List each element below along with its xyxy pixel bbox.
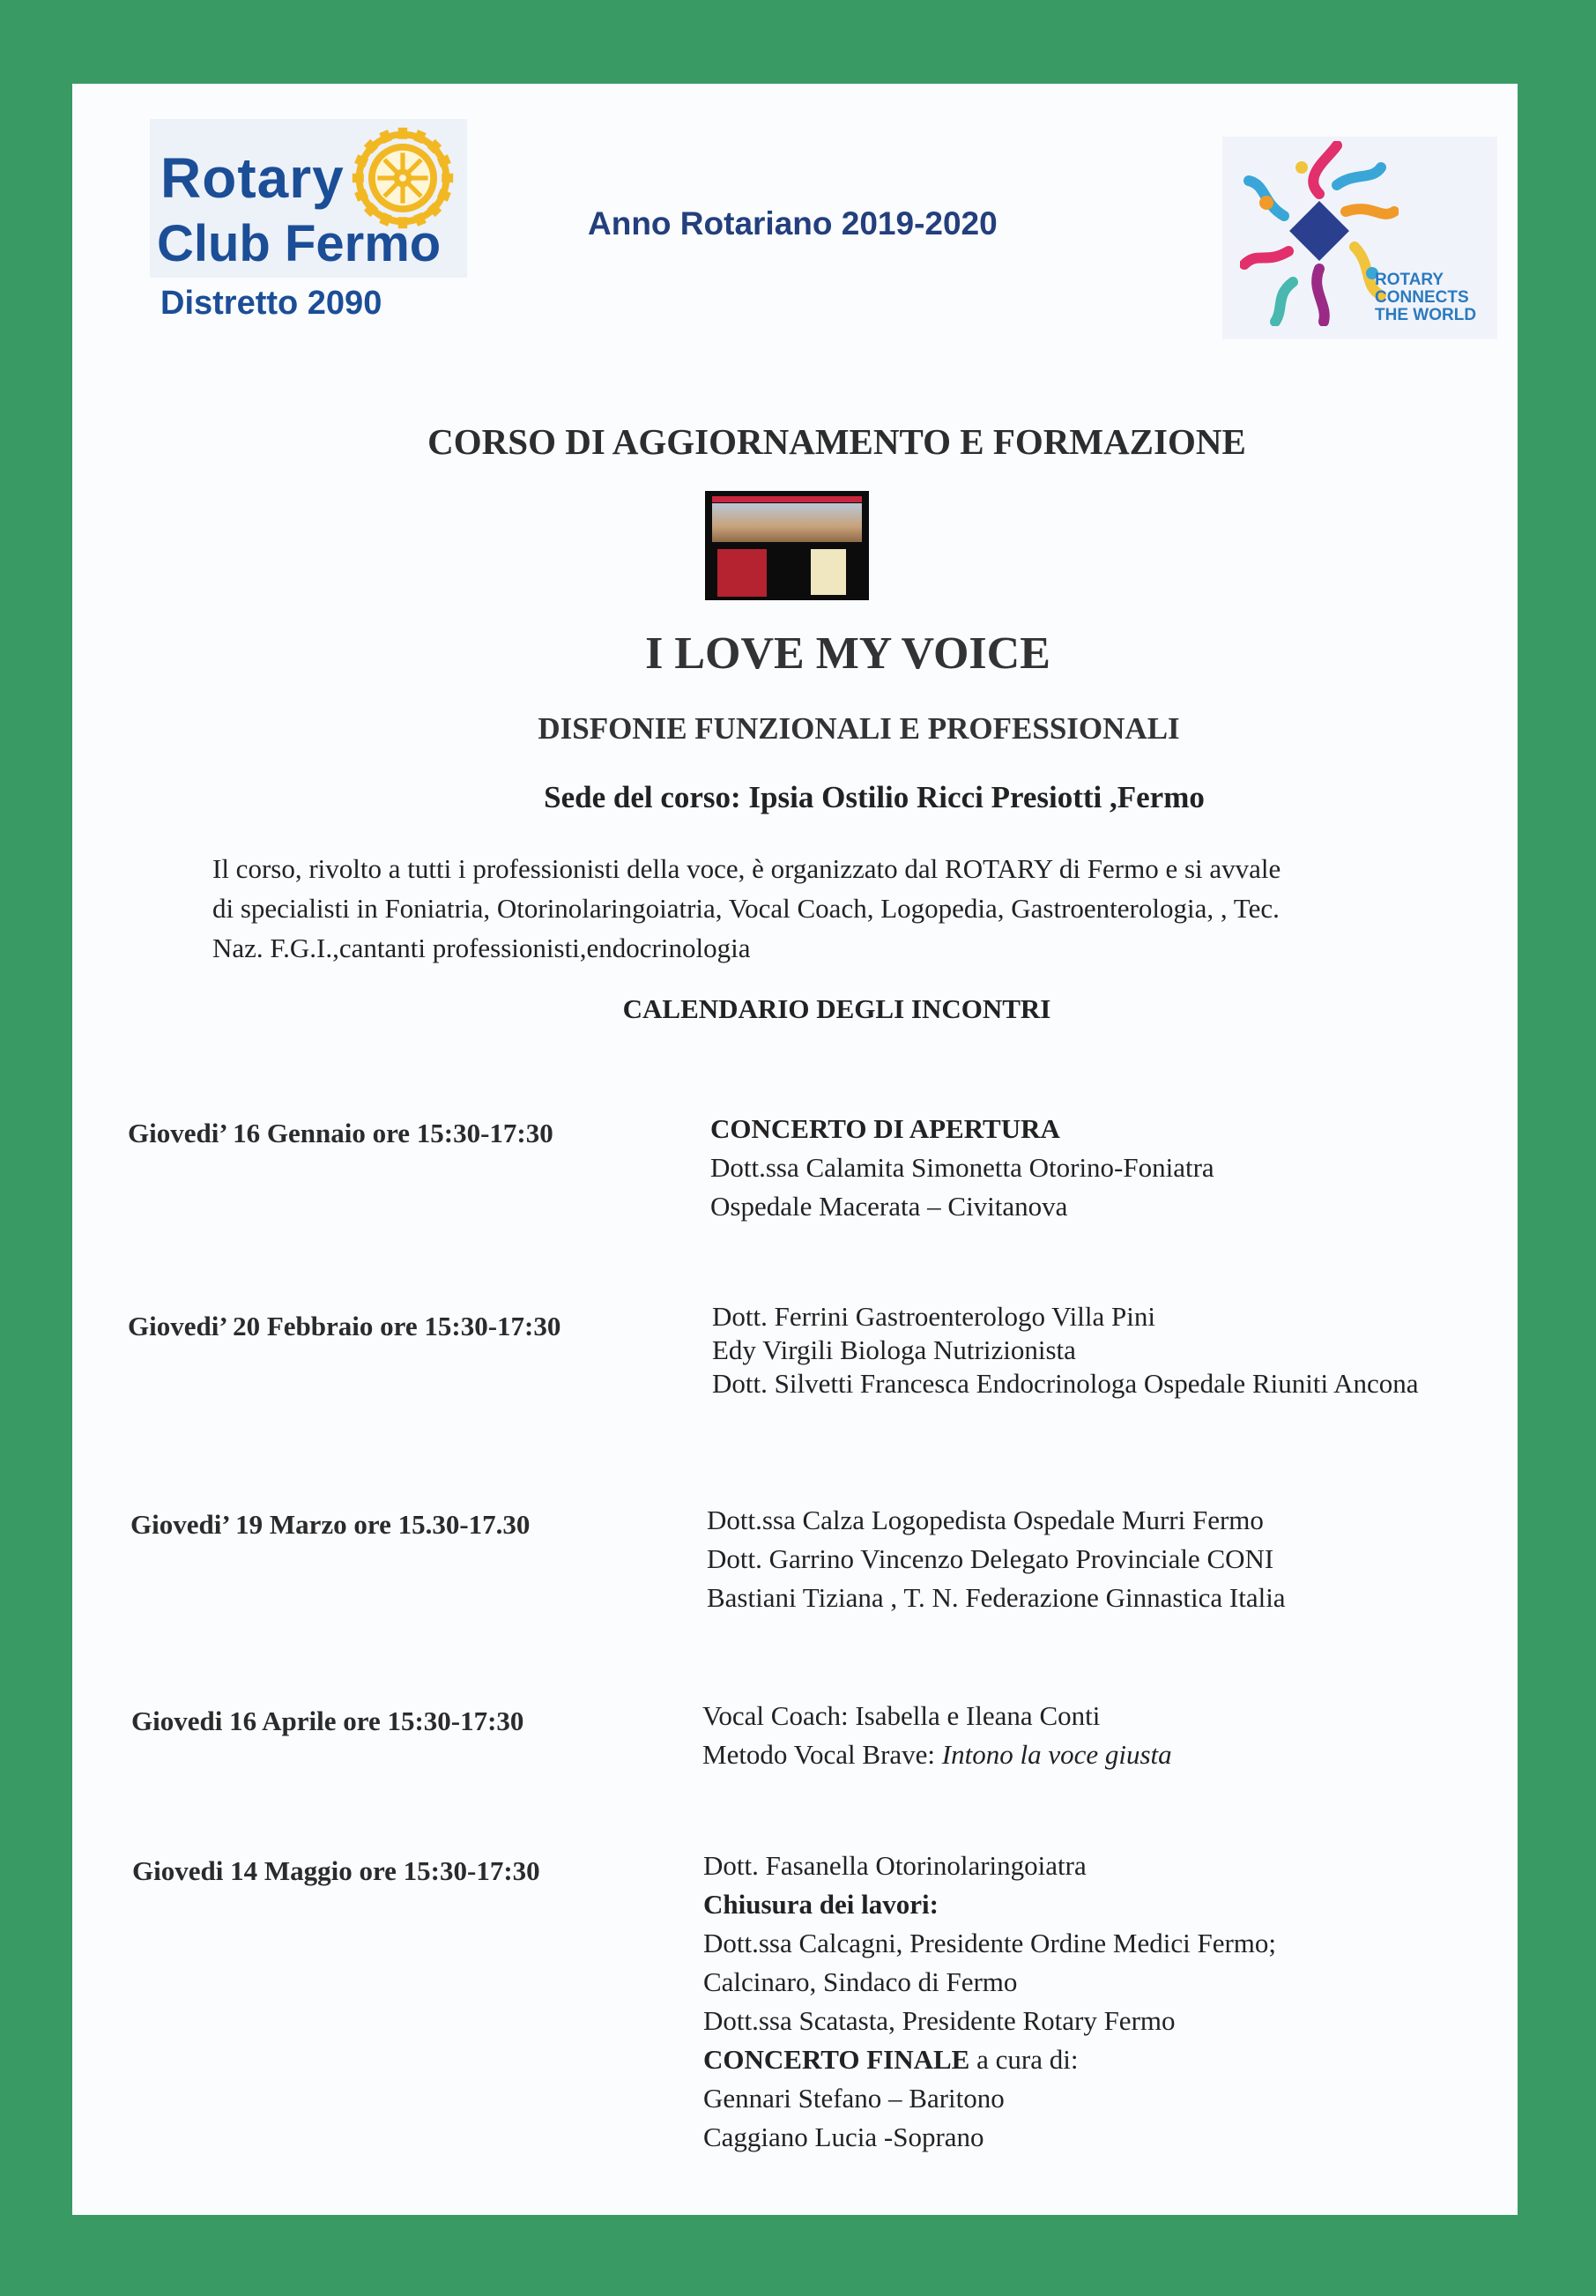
event-line: Chiusura dei lavori: xyxy=(703,1889,939,1920)
intro-paragraph xyxy=(212,849,1433,968)
event-date: Giovedi’ 19 Marzo ore 15.30-17.30 xyxy=(130,1509,531,1540)
event-line: Vocal Coach: Isabella e Ileana Conti xyxy=(702,1700,1101,1731)
event-date: Giovedi’ 20 Febbraio ore 15:30-17:30 xyxy=(128,1311,561,1341)
poster-card xyxy=(717,549,767,597)
intro-line: Il corso, rivolto a tutti i professionisti della voce, è organizzato dal ROTARY di Fermo e si avvale xyxy=(212,853,1281,884)
rotary-year: Anno Rotariano 2019-2020 xyxy=(588,205,998,241)
event-line: Bastiani Tiziana , T. N. Federazione Ginnastica Italia xyxy=(707,1582,1286,1613)
event-line-bold: CONCERTO FINALE xyxy=(703,2044,970,2075)
event-line: Ospedale Macerata – Civitanova xyxy=(710,1191,1068,1222)
event-date: Giovedi 16 Aprile ore 15:30-17:30 xyxy=(131,1705,524,1736)
event-line: Dott.ssa Calza Logopedista Ospedale Murri Fermo xyxy=(707,1505,1264,1535)
main-title: I LOVE MY VOICE xyxy=(645,628,1050,679)
course-venue: Sede del corso: Ipsia Ostilio Ricci Presiotti ,Fermo xyxy=(544,780,1205,814)
poster-badge xyxy=(811,549,846,595)
event-line xyxy=(703,2040,1276,2079)
event-line: Dott. Silvetti Francesca Endocrinologa Ospedale Riuniti Ancona xyxy=(712,1368,1419,1399)
event-details xyxy=(710,1110,1214,1226)
event-line xyxy=(702,1735,1172,1774)
event-line-italic: Intono la voce giusta xyxy=(941,1739,1172,1770)
event-details xyxy=(703,1846,1276,2157)
event-details xyxy=(702,1697,1172,1774)
flyer-page xyxy=(72,84,1518,2215)
poster-town-image xyxy=(712,503,862,542)
event-line: Caggiano Lucia -Soprano xyxy=(703,2121,984,2152)
event-line: CONCERTO DI APERTURA xyxy=(710,1113,1060,1144)
logo-club-text: Club Fermo xyxy=(157,215,442,272)
event-line: Edy Virgili Biologa Nutrizionista xyxy=(712,1334,1076,1365)
rotary-connects-text xyxy=(1375,271,1476,324)
course-title: CORSO DI AGGIORNAMENTO E FORMAZIONE xyxy=(427,421,1246,462)
intro-line: di specialisti in Foniatria, Otorinolaringoiatria, Vocal Coach, Logopedia, Gastroenterologia, , Tec. xyxy=(212,893,1280,924)
event-line: Dott.ssa Scatasta, Presidente Rotary Fermo xyxy=(703,2005,1176,2036)
connects-line: ROTARY xyxy=(1375,271,1444,289)
poster-banner xyxy=(712,496,862,502)
project-poster-thumbnail xyxy=(705,491,869,600)
connects-line: CONNECTS xyxy=(1375,288,1469,307)
event-line: Dott. Ferrini Gastroenterologo Villa Pini xyxy=(712,1301,1155,1332)
event-line-text: Metodo Vocal Brave: xyxy=(702,1739,942,1770)
event-details xyxy=(712,1300,1419,1401)
calendar-title: CALENDARIO DEGLI INCONTRI xyxy=(622,993,1051,1024)
event-line: Dott.ssa Calamita Simonetta Otorino-Foniatra xyxy=(710,1152,1214,1183)
intro-line: Naz. F.G.I.,cantanti professionisti,endocrinologia xyxy=(212,933,751,963)
event-date: Giovedi 14 Maggio ore 15:30-17:30 xyxy=(132,1855,540,1886)
subtitle: DISFONIE FUNZIONALI E PROFESSIONALI xyxy=(538,711,1180,746)
event-date: Giovedi’ 16 Gennaio ore 15:30-17:30 xyxy=(128,1118,553,1148)
event-line: Gennari Stefano – Baritono xyxy=(703,2083,1005,2114)
event-line-suffix: a cura di: xyxy=(969,2044,1079,2075)
event-details xyxy=(707,1501,1286,1617)
event-line: Dott. Garrino Vincenzo Delegato Provinciale CONI xyxy=(707,1543,1274,1574)
event-line: Dott. Fasanella Otorinolaringoiatra xyxy=(703,1850,1087,1881)
district-label: Distretto 2090 xyxy=(160,285,382,322)
event-line: Dott.ssa Calcagni, Presidente Ordine Medici Fermo; xyxy=(703,1928,1277,1958)
event-line: Calcinaro, Sindaco di Fermo xyxy=(703,1966,1018,1997)
connects-line: THE WORLD xyxy=(1375,306,1477,324)
logo-rotary-text: Rotary xyxy=(160,146,345,210)
